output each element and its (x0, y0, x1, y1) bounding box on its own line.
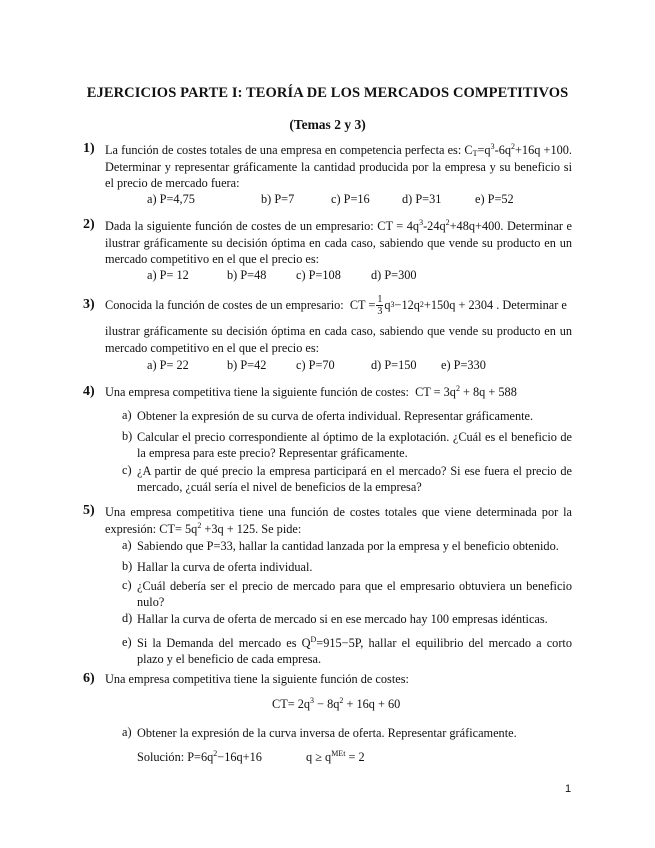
exercise-4-item-a-text: Obtener la expresión de su curva de oferta individual. Representar gráficamente. (137, 409, 534, 423)
exercise-5-item-d-text: Hallar la curva de oferta de mercado si en ese mercado hay 100 empresas idénticas. (137, 612, 548, 626)
page-title: EJERCICIOS PARTE I: TEORÍA DE LOS MERCADOS COMPETITIVOS (86, 85, 569, 101)
exercise-2-number: 2) (83, 217, 95, 232)
exercise-5-item-a-text: Sabiendo que P=33, hallar la cantidad lanzada por la empresa y el beneficio obtenido. (137, 539, 559, 553)
exercise-6-statement: Una empresa competitiva tiene la siguiente función de costes: (105, 672, 409, 686)
exercise-3-number: 3) (83, 297, 95, 312)
exercise-5-number: 5) (83, 503, 95, 518)
exercise-6-solution: Solución: $P=6q^2-16q+16$ (137, 749, 262, 764)
exercise-5-item-e-text: Si la Demanda del mercado es $Q^D=915-5P$, hallar el equilibrio del mercado a corto plazo y el beneficio de cada empresa. (137, 635, 572, 666)
exercise-4-item-c-label: c) (122, 463, 132, 477)
exercise-6-solution-condition: $q \ge q^{MEt} = 2$ (306, 749, 365, 764)
exercise-5-item-d-label: d) (122, 611, 133, 625)
exercise-6-item-a-label: a) (122, 725, 132, 739)
exercise-2-option-d: d) P=300 (371, 268, 417, 282)
exercise-1-number: 1) (83, 141, 95, 156)
exercise-5-item-b-label: b) (122, 559, 133, 573)
exercise-3-option-a: a) P= 22 (147, 358, 189, 372)
exercise-6-equation: $CT= 2q^3 - 8q^2 + 16q + 60$ (272, 696, 401, 711)
exercise-5-item-a-label: a) (122, 538, 132, 552)
exercise-5-item-b-text: Hallar la curva de oferta individual. (137, 560, 313, 574)
exercise-4-item-a-label: a) (122, 408, 132, 422)
page-subtitle: (Temas 2 y 3) (289, 117, 366, 132)
exercise-4-number: 4) (83, 384, 95, 399)
exercise-3-statement: ilustrar gráficamente su decisión óptima en cada caso, sabiendo que vende su producto en un mercado competitivo en el que el precio es: (105, 324, 572, 355)
exercise-4-item-b-text: Calcular el precio correspondiente al óptimo de la explotación. ¿Cuál es el beneficio de la empresa para este precio? Representar gráficamente. (137, 430, 572, 460)
exercise-3-option-d: d) P=150 (371, 358, 417, 372)
exercise-1-option-c: c) P=16 (331, 192, 370, 206)
exercise-4-item-c-text: ¿A partir de qué precio la empresa participará en el mercado? Si ese fuera el precio de mercado, ¿cuál sería el nivel de beneficios de la empresa? (137, 464, 572, 494)
exercise-6-number: 6) (83, 671, 95, 686)
page-number: 1 (565, 783, 572, 795)
exercise-1-statement: La función de costes totales de una empresa en competencia perfecta es: $C_T=q^3-6q^2+16q +100$. Determinar y representar gráficamente la cantidad producida por la empresa y su beneficio si el precio de mercado fuera: (105, 142, 572, 190)
exercise-4-item-b-label: b) (122, 429, 133, 443)
exercise-3-option-e: e) P=330 (441, 358, 486, 372)
exercise-2-option-c: c) P=108 (296, 268, 341, 282)
exercise-2-option-b: b) P=48 (227, 268, 267, 282)
exercise-2-statement: Dada la siguiente función de costes de un empresario: CT = $4q^3-24q^2+48q+400$. Determinar e ilustrar gráficamente su decisión óptima en cada caso, sabiendo que vende su producto en un mercado competitivo en el que el precio es: (105, 218, 572, 266)
fraction-one-third: $\frac{1}{3}$ (377, 293, 383, 317)
exercise-5-item-c-text: ¿Cuál debería ser el precio de mercado para que el empresario obtuviera un beneficio nulo? (137, 579, 572, 609)
exercise-4-statement: Una empresa competitiva tiene la siguiente función de costes: CT = $3q^2 + 8q + 588$ (105, 384, 517, 399)
exercise-1-option-a: a) P=4,75 (147, 192, 195, 206)
exercise-3-option-c: c) P=70 (296, 358, 335, 372)
exercise-5-item-e-label: e) (122, 635, 132, 649)
exercise-3-first-line: Conocida la función de costes de un empresario: CT = $\frac{1}{3}$ q 3 −12q 2 +150q + 2304 . Determinar e (105, 293, 567, 317)
exercise-6-item-a-text: Obtener la expresión de la curva inversa de oferta. Representar gráficamente. (137, 726, 517, 740)
exercise-1-option-b: b) P=7 (261, 192, 295, 206)
exercise-5-item-c-label: c) (122, 578, 132, 592)
exercise-1-option-e: e) P=52 (475, 192, 514, 206)
exercise-2-option-a: a) P= 12 (147, 268, 189, 282)
exercise-1-option-d: d) P=31 (402, 192, 442, 206)
exercise-5-statement: Una empresa competitiva tiene una función de costes totales que viene determinada por la expresión: $CT= 5q^2 +3q + 125$. Se pide: (105, 505, 572, 536)
exercise-3-option-b: b) P=42 (227, 358, 267, 372)
